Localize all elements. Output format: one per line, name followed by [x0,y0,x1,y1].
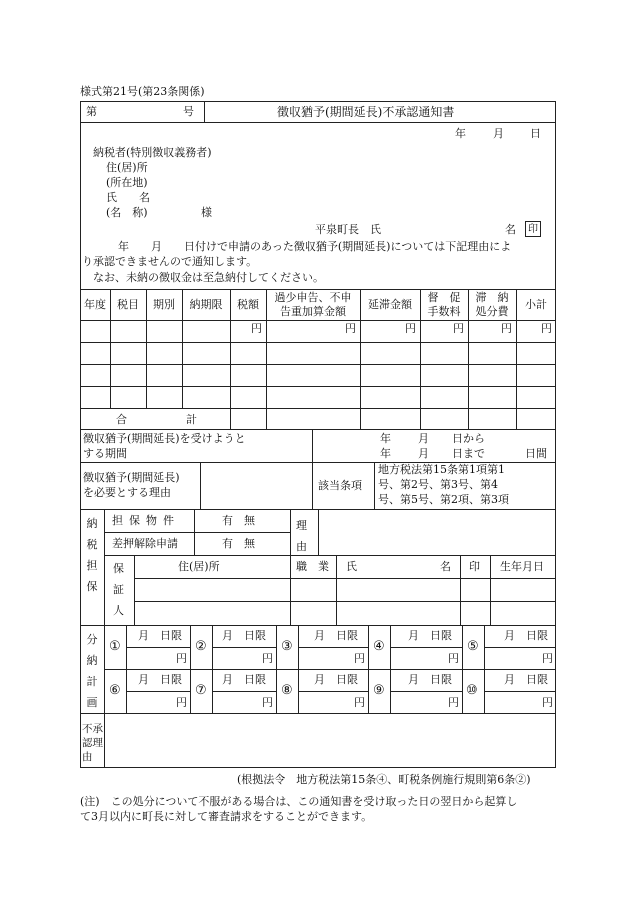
inst1-day: 日限 [160,629,182,642]
inst-num-2: ② [195,639,207,654]
period-label-2: する期間 [83,447,127,460]
total-go: 合 [116,413,127,426]
period-from-nen: 年 [380,432,391,445]
number-go: 号 [183,105,194,118]
inst-num-6: ⑥ [109,683,121,698]
inst4-month: 月 [408,629,419,642]
inst10-month: 月 [504,673,515,686]
inst8-yen: 円 [354,696,365,709]
inst1-yen: 円 [176,652,187,665]
notice-line1: 年 月 日付けで申請のあった徴収猶予(期間延長)については下記理由によ [118,240,512,253]
inst5-yen: 円 [542,652,553,665]
inst3-yen: 円 [354,652,365,665]
taxpayer-sama: 様 [201,206,212,219]
col-kibetsu: 期別 [153,298,175,311]
period-to-hi: 日まで [452,447,485,460]
inst3-month: 月 [314,629,325,642]
legal-basis: (根拠法令 地方税法第15条④、町税条例施行規則第6条②) [237,773,531,786]
g-col-mei: 名 [440,560,451,573]
number-dai: 第 [86,105,97,118]
g-col-shi: 氏 [346,560,357,573]
col-shokei: 小計 [525,298,547,311]
notice-line2: り承認できませんので通知します。 [82,255,258,268]
period-to-tsuki: 月 [418,447,429,460]
inst-num-4: ④ [373,639,385,654]
inst2-month: 月 [222,629,233,642]
taxpayer-company: (名 称) [106,206,148,219]
inst9-month: 月 [408,673,419,686]
inst4-day: 日限 [430,629,452,642]
inst-num-9: ⑨ [373,683,385,698]
col-entai: 延滞金額 [368,298,412,311]
note-line-1: (注) この処分について不服がある場合は、この通知書を受け取った日の翌日から起算し [80,795,518,808]
inst6-month: 月 [138,673,149,686]
security-side-label [80,514,104,598]
inst-num-10: ⑩ [466,683,478,698]
taxpayer-name: 氏 名 [106,191,150,204]
col-nendo: 年度 [84,298,106,311]
inst8-day: 日限 [336,673,358,686]
tanpo-label: 担保物件 [112,514,180,527]
issuer-name: 平泉町長 氏 [315,223,381,236]
period-nichikan: 日間 [525,447,547,460]
period-from-tsuki: 月 [418,432,429,445]
inst5-day: 日限 [526,629,548,642]
period-from-hi: 日から [452,432,485,445]
date-tsuki: 月 [493,127,504,140]
inst-num-7: ⑦ [195,683,207,698]
note-line-2: て3月以内に町長に対して審査請求をすることができます。 [80,810,373,823]
inst7-day: 日限 [244,673,266,686]
col-tokusoku-1: 督 促 [427,291,461,304]
col-nokigen: 納期限 [189,298,223,311]
inst9-day: 日限 [430,673,452,686]
total-kei: 計 [186,413,197,426]
sashiosae-umu: 有 無 [222,537,255,550]
yen-zeigaku: 円 [251,322,262,335]
riyu-label: 理由 [296,519,307,553]
g-col-seinen: 生年月日 [500,560,544,573]
issuer-mei: 名 [505,223,516,236]
law-line-3: 号、第5号、第2項、第3項 [378,493,509,506]
inst9-yen: 円 [448,696,459,709]
inst4-yen: 円 [448,652,459,665]
reason-label-2: を必要とする理由 [83,486,171,499]
col-tainou-2: 処分費 [475,305,509,318]
inst10-day: 日限 [526,673,548,686]
g-col-in: 印 [469,560,480,573]
col-tainou-1: 滞 納 [475,291,509,304]
installment-side-label [80,630,104,714]
law-line-2: 号、第2号、第3号、第4 [378,478,498,491]
installment-side-text: 分納計画 [86,633,98,709]
security-side-text: 納税担保 [86,517,98,593]
form-id: 様式第21号(第23条関係) [80,85,205,98]
tanpo-umu: 有 無 [222,514,255,527]
inst5-month: 月 [504,629,515,642]
sashiosae-label: 差押解除申請 [112,537,178,550]
unapproved-reason-label: 不承認理由 [82,723,103,764]
inst3-day: 日限 [336,629,358,642]
inst-num-3: ③ [281,639,293,654]
inst8-month: 月 [314,673,325,686]
inst6-day: 日限 [160,673,182,686]
inst-num-1: ① [109,639,121,654]
yen-entai: 円 [405,322,416,335]
yen-tokusoku: 円 [453,322,464,335]
inst-num-8: ⑧ [281,683,293,698]
period-to-nen: 年 [380,447,391,460]
inst7-yen: 円 [262,696,273,709]
date-hi: 日 [530,127,541,140]
yen-kasho: 円 [345,322,356,335]
document-title: 徴収猶予(期間延長)不承認通知書 [277,105,455,119]
inst-num-5: ⑤ [467,639,479,654]
taxpayer-label: 納税者(特別徴収義務者) [93,146,212,159]
col-kasho-2: 告重加算金額 [280,305,346,318]
reason-gaito: 該当条項 [318,479,362,492]
period-label-1: 徴収猶予(期間延長)を受けようと [83,432,246,445]
col-kasho-1: 過少申告、不申 [274,291,352,304]
inst10-yen: 円 [542,696,553,709]
g-col-shokugyo: 職 業 [296,560,329,573]
col-zeigaku: 税額 [237,298,259,311]
date-nen: 年 [455,127,466,140]
yen-shokei: 円 [541,322,552,335]
col-zeimoku: 税目 [117,298,139,311]
inst2-yen: 円 [262,652,273,665]
seal-mark: 印 [525,221,541,237]
taxpayer-address: 住(居)所 [106,161,148,174]
inst2-day: 日限 [244,629,266,642]
notice-line3: なお、未納の徴収金は至急納付してください。 [93,271,324,284]
yen-tainou: 円 [501,322,512,335]
reason-label-1: 徴収猶予(期間延長) [83,471,180,484]
law-line-1: 地方税法第15条第1項第1 [378,463,505,476]
g-col-jusho: 住(居)所 [178,560,220,573]
inst1-month: 月 [138,629,149,642]
col-tokusoku-2: 手数料 [427,305,461,318]
inst7-month: 月 [222,673,233,686]
hosho-label: 保証人 [113,562,124,617]
taxpayer-location: (所在地) [106,176,148,189]
inst6-yen: 円 [176,696,187,709]
